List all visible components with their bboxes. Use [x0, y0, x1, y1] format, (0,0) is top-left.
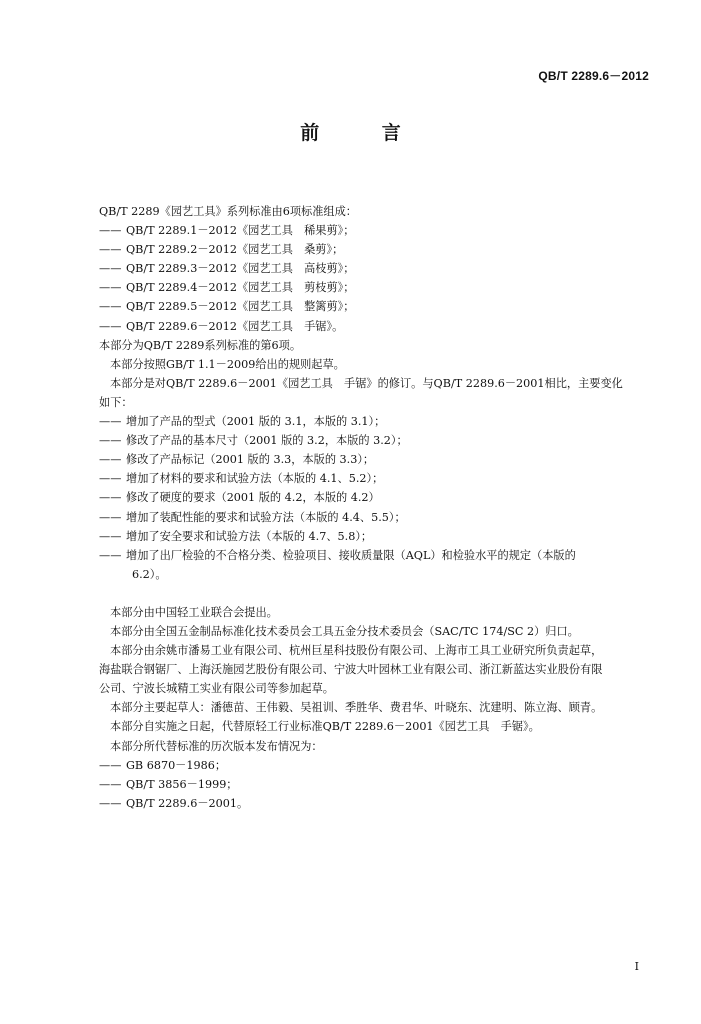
paragraph-replaces: 本部分自实施之日起，代替原轻工行业标准QB/T 2289.6－2001《园艺工具 手锯》。 [110, 720, 540, 734]
history-item: QB/T 2289.6－2001。 [126, 796, 249, 810]
dash-mark: —— [99, 434, 122, 448]
series-item: QB/T 2289.6－2012《园艺工具 手锯》。 [126, 319, 344, 333]
change-item: 增加了装配性能的要求和试验方法（本版的 4.4、5.5）； [126, 510, 406, 524]
page-number: I [634, 960, 639, 973]
paragraph-revision: 本部分是对QB/T 2289.6－2001《园艺工具 手锯》的修订。与QB/T 2289.6－2001相比，主要变化 [110, 376, 623, 390]
dash-mark: —— [99, 319, 122, 333]
paragraph-history: 本部分所代替标准的历次版本发布情况为： [110, 739, 323, 753]
history-item: QB/T 3856－1999； [126, 777, 238, 791]
series-item: QB/T 2289.1－2012《园艺工具 稀果剪》； [126, 224, 355, 238]
paragraph-drafters: 本部分主要起草人：潘德苗、王伟毅、吴祖训、季胜华、费君华、叶晓东、沈建明、陈立海、顾青。 [110, 701, 603, 715]
list-item [99, 259, 654, 278]
series-intro: QB/T 2289《园艺工具》系列标准由6项标准组成： [99, 205, 357, 218]
list-item [99, 508, 654, 527]
change-item: 修改了产品的基本尺寸（2001 版的 3.2，本版的 3.2）； [126, 434, 408, 448]
dash-mark: —— [99, 453, 122, 467]
history-item: GB 6870－1986； [126, 758, 227, 772]
dash-mark: —— [99, 243, 122, 257]
series-item: QB/T 2289.2－2012《园艺工具 桑剪》； [126, 243, 344, 257]
change-item: 修改了硬度的要求（2001 版的 4.2，本版的 4.2） [126, 491, 380, 505]
change-item: 增加了材料的要求和试验方法（本版的 4.1、5.2）； [126, 472, 384, 486]
list-item [99, 756, 654, 775]
change-item-cont: 6.2）。 [132, 567, 167, 581]
paragraph-drafted-cont: 公司、宁波长城精工实业有限公司等参加起草。 [99, 682, 334, 696]
dash-mark: —— [99, 224, 122, 238]
list-item [99, 527, 654, 546]
foreword-body [99, 202, 654, 813]
change-item: 增加了安全要求和试验方法（本版的 4.7、5.8）； [126, 529, 373, 543]
dash-mark: —— [99, 491, 122, 505]
dash-mark: —— [99, 510, 122, 524]
dash-mark: —— [99, 300, 122, 314]
series-item: QB/T 2289.5－2012《园艺工具 整篱剪》； [126, 300, 355, 314]
change-item: 增加了出厂检验的不合格分类、检验项目、接收质量限（AQL）和检验水平的规定（本版的 [126, 548, 576, 562]
paragraph-proposed: 本部分由中国轻工业联合会提出。 [110, 605, 278, 619]
series-item: QB/T 2289.4－2012《园艺工具 剪枝剪》； [126, 281, 355, 295]
list-item [99, 546, 654, 565]
list-item [99, 775, 654, 794]
paragraph-drafted-cont: 海盐联合钢锯厂、上海沃施园艺股份有限公司、宁波大叶园林工业有限公司、浙江新蓝达实业股份有限 [99, 663, 603, 677]
list-item [99, 469, 654, 488]
list-item [99, 221, 654, 240]
list-item [99, 278, 654, 297]
dash-mark: —— [99, 758, 122, 772]
change-item: 修改了产品标记（2001 版的 3.3，本版的 3.3）； [126, 453, 375, 467]
dash-mark: —— [99, 529, 122, 543]
change-item: 增加了产品的型式（2001 版的 3.1，本版的 3.1）； [126, 415, 386, 429]
dash-mark: —— [99, 262, 122, 276]
list-item [99, 488, 654, 507]
paragraph-revision-cont: 如下： [99, 395, 133, 409]
dash-mark: —— [99, 796, 122, 810]
series-item: QB/T 2289.3－2012《园艺工具 高枝剪》； [126, 262, 355, 276]
dash-mark: —— [99, 777, 122, 791]
list-item [99, 450, 654, 469]
dash-mark: —— [99, 415, 122, 429]
dash-mark: —— [99, 548, 122, 562]
dash-mark: —— [99, 281, 122, 295]
dash-mark: —— [99, 472, 122, 486]
paragraph-part: 本部分为QB/T 2289系列标准的第6项。 [99, 338, 302, 352]
paragraph-centralized: 本部分由全国五金制品标准化技术委员会工具五金分技术委员会（SAC/TC 174/SC 2）归口。 [110, 624, 579, 638]
list-item [99, 297, 654, 316]
list-item [99, 317, 654, 336]
list-item [99, 794, 654, 813]
page-title: 前 言 [300, 122, 429, 144]
paragraph-drafted: 本部分由余姚市潘易工业有限公司、杭州巨星科技股份有限公司、上海市工具工业研究所负责起草， [110, 644, 603, 658]
list-item [99, 431, 654, 450]
list-item [99, 412, 654, 431]
standard-code: QB/T 2289.6－2012 [538, 69, 649, 83]
list-item [99, 240, 654, 259]
paragraph-rules: 本部分按照GB/T 1.1－2009给出的规则起草。 [110, 357, 345, 371]
